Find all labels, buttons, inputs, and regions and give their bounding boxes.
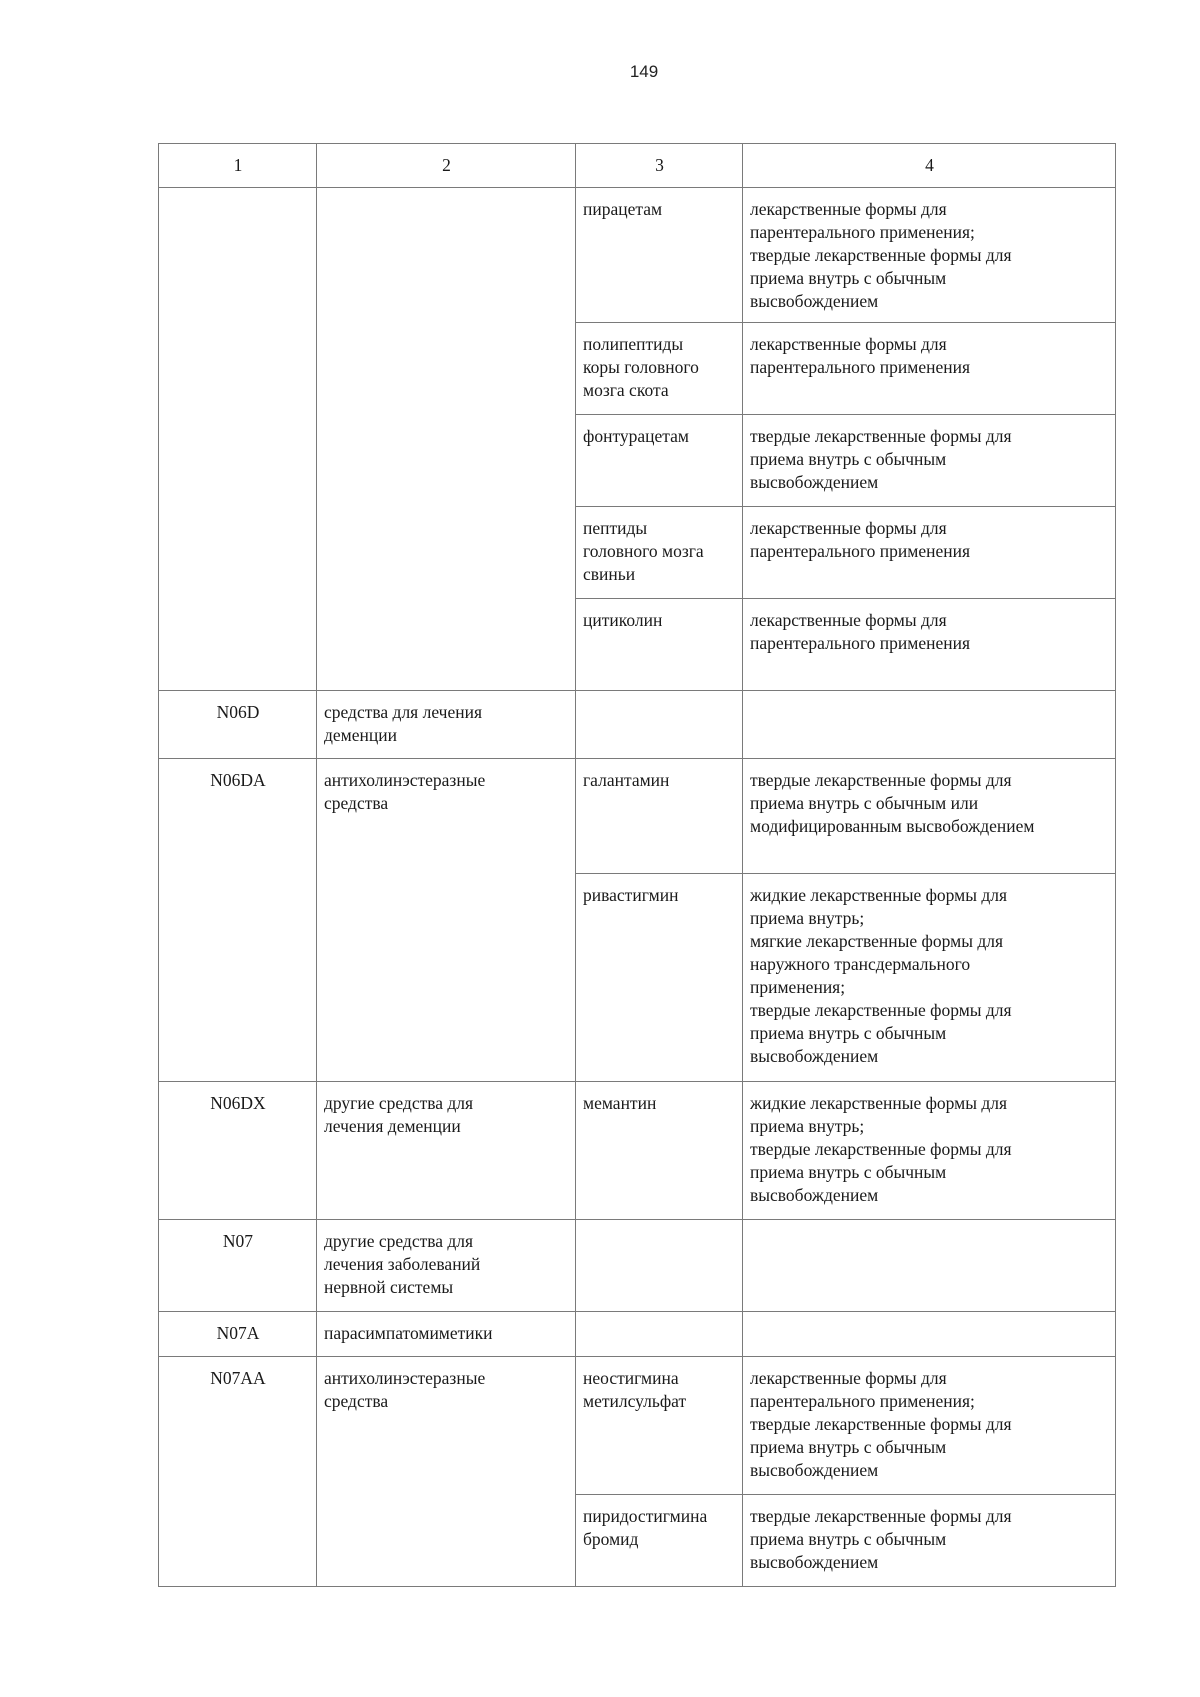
drug-name-line: ривастигмин bbox=[583, 885, 679, 905]
dosage-form-line: приема внутрь с обычным bbox=[750, 1437, 947, 1457]
group-name-cell bbox=[317, 1220, 576, 1312]
column-header-1: 1 bbox=[159, 144, 317, 188]
drug-name-line: коры головного bbox=[583, 357, 699, 377]
drug-name-cell bbox=[576, 874, 743, 1082]
dosage-form-line: наружного трансдермального bbox=[750, 954, 971, 974]
dosage-form-line: твердые лекарственные формы для bbox=[750, 1506, 1012, 1526]
atc-code-cell: N07A bbox=[159, 1312, 317, 1357]
table-row bbox=[159, 1312, 1116, 1357]
dosage-form-line: приема внутрь с обычным bbox=[750, 1162, 947, 1182]
dosage-form-line: приема внутрь с обычным bbox=[750, 1023, 947, 1043]
group-name-line: парасимпатомиметики bbox=[324, 1323, 493, 1343]
dosage-form-line: модифицированным высвобождением bbox=[750, 816, 1035, 836]
group-name-line: лечения деменции bbox=[324, 1116, 461, 1136]
drug-name-line: полипептиды bbox=[583, 334, 684, 354]
table-row bbox=[159, 691, 1116, 759]
atc-code-cell: N07AA bbox=[159, 1357, 317, 1587]
table-row bbox=[159, 759, 1116, 874]
group-name-line: другие средства для bbox=[324, 1231, 474, 1251]
table-row bbox=[159, 1220, 1116, 1312]
drug-name-line: пиридостигмина bbox=[583, 1506, 708, 1526]
dosage-form-line: твердые лекарственные формы для bbox=[750, 426, 1012, 446]
dosage-form-line: применения; bbox=[750, 977, 846, 997]
drug-name-line: фонтурацетам bbox=[583, 426, 689, 446]
group-name-line: средства для лечения bbox=[324, 702, 483, 722]
dosage-form-line: твердые лекарственные формы для bbox=[750, 1139, 1012, 1159]
drug-name-cell bbox=[576, 1220, 743, 1312]
group-name-line: средства bbox=[324, 1391, 389, 1411]
drug-name-cell bbox=[576, 188, 743, 323]
page-number: 149 bbox=[629, 62, 659, 81]
dosage-forms-cell bbox=[743, 507, 1116, 599]
dosage-forms-cell bbox=[743, 188, 1116, 323]
group-name-cell bbox=[317, 691, 576, 759]
dosage-form-line: высвобождением bbox=[750, 291, 879, 311]
dosage-form-line: высвобождением bbox=[750, 1185, 879, 1205]
group-name-line: средства bbox=[324, 793, 389, 813]
atc-code-cell: N07 bbox=[159, 1220, 317, 1312]
dosage-forms-cell bbox=[743, 323, 1116, 415]
group-name-cell bbox=[317, 1312, 576, 1357]
dosage-forms-cell bbox=[743, 415, 1116, 507]
column-header-3: 3 bbox=[576, 144, 743, 188]
group-name-line: другие средства для bbox=[324, 1093, 474, 1113]
dosage-form-line: высвобождением bbox=[750, 472, 879, 492]
group-name-cell bbox=[317, 759, 576, 1082]
table-row bbox=[159, 1082, 1116, 1220]
drug-name-cell bbox=[576, 415, 743, 507]
dosage-form-line: приема внутрь с обычным bbox=[750, 1529, 947, 1549]
dosage-forms-cell bbox=[743, 1082, 1116, 1220]
drug-name-cell bbox=[576, 759, 743, 874]
dosage-form-line: лекарственные формы для bbox=[750, 334, 947, 354]
atc-code-cell: N06D bbox=[159, 691, 317, 759]
dosage-form-line: лекарственные формы для bbox=[750, 199, 947, 219]
drug-name-line: метилсульфат bbox=[583, 1391, 687, 1411]
dosage-forms-cell bbox=[743, 1312, 1116, 1357]
dosage-form-line: лекарственные формы для bbox=[750, 1368, 947, 1388]
dosage-forms-cell bbox=[743, 1357, 1116, 1495]
drug-name-line: головного мозга bbox=[583, 541, 704, 561]
group-name-cell bbox=[317, 188, 576, 691]
dosage-form-line: твердые лекарственные формы для bbox=[750, 245, 1012, 265]
drug-name-cell bbox=[576, 599, 743, 691]
dosage-form-line: приема внутрь с обычным или bbox=[750, 793, 979, 813]
table-row bbox=[159, 1357, 1116, 1495]
dosage-form-line: высвобождением bbox=[750, 1552, 879, 1572]
dosage-forms-cell bbox=[743, 1495, 1116, 1587]
dosage-form-line: приема внутрь с обычным bbox=[750, 449, 947, 469]
drug-name-line: мозга скота bbox=[583, 380, 669, 400]
column-header-2: 2 bbox=[317, 144, 576, 188]
group-name-line: лечения заболеваний bbox=[324, 1254, 481, 1274]
group-name-cell bbox=[317, 1357, 576, 1587]
drug-name-line: галантамин bbox=[583, 770, 670, 790]
dosage-form-line: жидкие лекарственные формы для bbox=[750, 885, 1008, 905]
dosage-form-line: приема внутрь с обычным bbox=[750, 268, 947, 288]
dosage-form-line: приема внутрь; bbox=[750, 1116, 865, 1136]
dosage-form-line: парентерального применения; bbox=[750, 1391, 975, 1411]
dosage-form-line: лекарственные формы для bbox=[750, 610, 947, 630]
dosage-form-line: парентерального применения bbox=[750, 541, 971, 561]
drug-name-line: пептиды bbox=[583, 518, 648, 538]
drug-name-line: мемантин bbox=[583, 1093, 657, 1113]
group-name-line: деменции bbox=[324, 725, 397, 745]
drug-name-line: пирацетам bbox=[583, 199, 663, 219]
table-row bbox=[159, 188, 1116, 323]
dosage-form-line: высвобождением bbox=[750, 1460, 879, 1480]
dosage-form-line: твердые лекарственные формы для bbox=[750, 1000, 1012, 1020]
drug-table bbox=[158, 143, 1116, 1587]
drug-name-cell bbox=[576, 691, 743, 759]
drug-name-cell bbox=[576, 507, 743, 599]
group-name-line: антихолинэстеразные bbox=[324, 1368, 486, 1388]
dosage-form-line: приема внутрь; bbox=[750, 908, 865, 928]
drug-name-cell bbox=[576, 1357, 743, 1495]
dosage-form-line: жидкие лекарственные формы для bbox=[750, 1093, 1008, 1113]
dosage-form-line: парентерального применения bbox=[750, 633, 971, 653]
group-name-cell bbox=[317, 1082, 576, 1220]
group-name-line: нервной системы bbox=[324, 1277, 454, 1297]
drug-name-line: свиньи bbox=[583, 564, 636, 584]
dosage-forms-cell bbox=[743, 1220, 1116, 1312]
drug-name-cell bbox=[576, 1495, 743, 1587]
atc-code-cell: N06DA bbox=[159, 759, 317, 1082]
drug-name-cell bbox=[576, 323, 743, 415]
drug-name-line: неостигмина bbox=[583, 1368, 679, 1388]
dosage-forms-cell bbox=[743, 759, 1116, 874]
dosage-form-line: высвобождением bbox=[750, 1046, 879, 1066]
dosage-form-line: лекарственные формы для bbox=[750, 518, 947, 538]
dosage-forms-cell bbox=[743, 599, 1116, 691]
atc-code-cell bbox=[159, 188, 317, 691]
drug-name-line: цитиколин bbox=[583, 610, 663, 630]
drug-name-line: бромид bbox=[583, 1529, 639, 1549]
drug-name-cell bbox=[576, 1082, 743, 1220]
column-header-4: 4 bbox=[743, 144, 1116, 188]
dosage-form-line: парентерального применения bbox=[750, 357, 971, 377]
atc-code-cell: N06DX bbox=[159, 1082, 317, 1220]
dosage-forms-cell bbox=[743, 691, 1116, 759]
dosage-form-line: мягкие лекарственные формы для bbox=[750, 931, 1004, 951]
drug-name-cell bbox=[576, 1312, 743, 1357]
table-header-row bbox=[159, 144, 1116, 188]
dosage-form-line: твердые лекарственные формы для bbox=[750, 1414, 1012, 1434]
dosage-form-line: парентерального применения; bbox=[750, 222, 975, 242]
dosage-form-line: твердые лекарственные формы для bbox=[750, 770, 1012, 790]
dosage-forms-cell bbox=[743, 874, 1116, 1082]
group-name-line: антихолинэстеразные bbox=[324, 770, 486, 790]
